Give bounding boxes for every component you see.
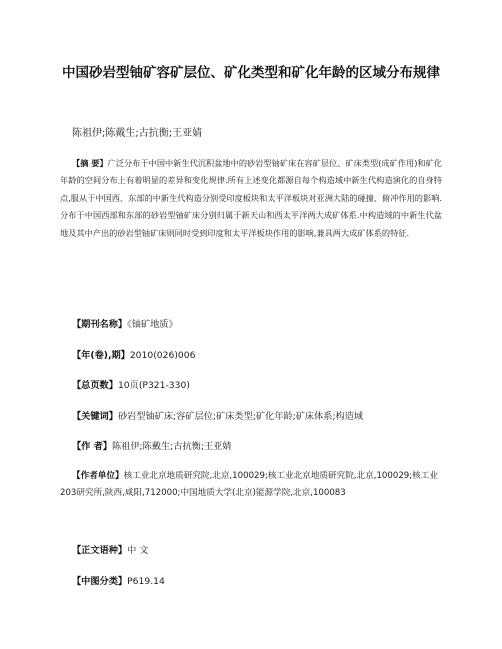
keywords-label: 【关键词】 xyxy=(72,411,118,422)
page-count-label: 【总页数】 xyxy=(72,380,118,391)
affiliation-label: 【作者单位】 xyxy=(72,471,124,481)
keywords-value: 砂岩型铀矿床;容矿层位;矿床类型;矿化年龄;矿床体系;构造域 xyxy=(117,411,364,422)
authors-value: 陈祖伊;陈戴生;古抗衡;王亚婧 xyxy=(111,441,232,452)
field-journal xyxy=(72,318,178,332)
classification-label: 【中图分类】 xyxy=(72,576,128,587)
affiliation-value: 核工业北京地质研究院,北京,100029;核工业北京地质研究院,北京,100029;核工业203研究所,陕西,咸阳,712000;中国地质大学(北京)能源学院,北京,100083 xyxy=(60,471,438,498)
field-language xyxy=(72,544,148,558)
journal-label: 【期刊名称】 xyxy=(72,319,128,330)
volume-issue-label: 【年(卷),期】 xyxy=(72,350,130,361)
abstract-label: 【摘 要】 xyxy=(72,158,108,168)
field-keywords xyxy=(72,410,363,424)
volume-issue-value: 2010(026)006 xyxy=(129,350,196,361)
author-list: 陈祖伊;陈戴生;古抗衡;王亚婧 xyxy=(72,128,203,139)
field-affiliation xyxy=(60,468,442,502)
page-count-value: 10页(P321-330) xyxy=(117,380,190,391)
abstract-text: 广泛分布于中国中新生代沉积盆地中的砂岩型铀矿床在容矿层位、矿床类型(成矿作用)和矿化年龄的空间分布上有着明显的差异和变化规律.所有上述变化都源自每个构造域中新生代构造演化的自身特点,服从于中国西、东部的中新生代构造分别受印度板块和太平洋板块对亚洲大陆的碰撞、俯冲作用的影响.分布于中国西部和东部的砂岩型铀矿床分别归属于新天山和西太平洋两大成矿体系.中构造域的中新生代盆地及其中产出的砂岩型铀矿床则同时受到印度和太平洋板块作用的影响,兼具两大成矿体系的特征. xyxy=(60,158,442,238)
abstract-block xyxy=(60,155,442,242)
language-label: 【正文语种】 xyxy=(72,545,128,556)
language-value: 中 文 xyxy=(127,545,149,556)
field-authors xyxy=(72,440,232,454)
journal-value: 《铀矿地质》 xyxy=(127,319,178,330)
field-page-count xyxy=(72,379,190,393)
field-classification xyxy=(72,575,165,589)
classification-value: P619.14 xyxy=(127,576,165,587)
document-title: 中国砂岩型铀矿容矿层位、矿化类型和矿化年龄的区域分布规律 xyxy=(62,65,440,81)
field-volume-issue xyxy=(72,349,195,363)
authors-label: 【作 者】 xyxy=(72,441,112,452)
